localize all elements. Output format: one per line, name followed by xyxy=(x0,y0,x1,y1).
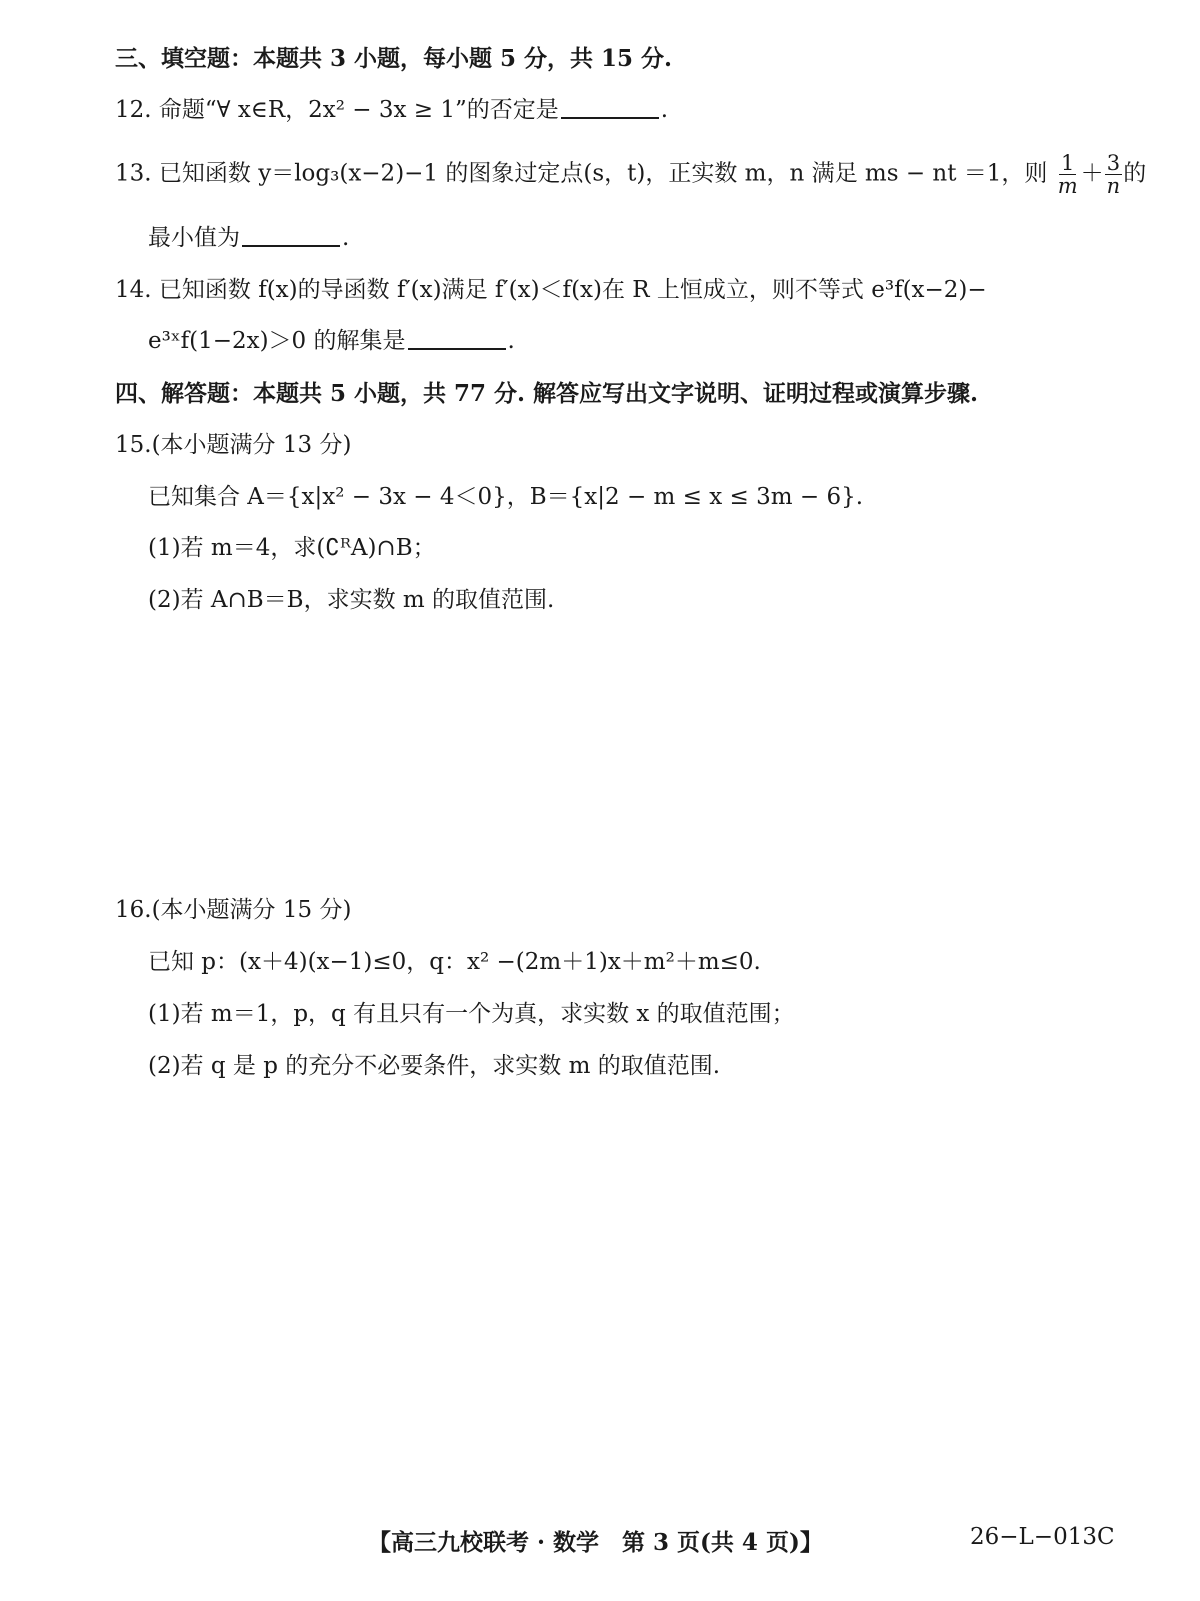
question-14-line-2 xyxy=(148,330,515,353)
question-13-line-2-text: 最小值为 xyxy=(148,225,240,251)
fraction-1-numerator: 1 xyxy=(1061,151,1075,175)
plus-sign: ＋ xyxy=(1080,160,1104,187)
question-16-part-2: (2)若 q 是 p 的充分不必要条件，求实数 m 的取值范围. xyxy=(148,1053,721,1079)
question-14-line-1: 14. 已知函数 f(x)的导函数 f′(x)满足 f′(x)＜f(x)在 R 上恒成立，则不等式 e³f(x−2)− xyxy=(115,277,987,303)
answer-blank xyxy=(561,116,659,119)
section-3-heading: 三、填空题：本题共 3 小题，每小题 5 分，共 15 分. xyxy=(115,45,673,72)
question-12-end: . xyxy=(660,97,669,123)
fraction-3-over-n xyxy=(1105,152,1123,197)
question-16-stem: 已知 p：(x＋4)(x−1)≤0，q：x² −(2m＋1)x＋m²＋m≤0. xyxy=(148,949,761,975)
fraction-1-over-m xyxy=(1056,152,1080,197)
section-4-heading: 四、解答题：本题共 5 小题，共 77 分. 解答应写出文字说明、证明过程或演算步骤. xyxy=(115,380,979,407)
question-12 xyxy=(115,99,668,122)
question-15-title: 15.(本小题满分 13 分) xyxy=(115,432,352,458)
question-13-text: 13. 已知函数 y＝log₃(x−2)−1 的图象过定点(s，t)，正实数 m，n 满足 ms − nt ＝1，则 xyxy=(115,160,1048,187)
question-16-title: 16.(本小题满分 15 分) xyxy=(115,897,352,923)
fraction-1-denominator: m xyxy=(1057,174,1078,199)
question-13 xyxy=(115,152,1146,197)
question-13-line-2 xyxy=(148,227,349,250)
question-16-part-1: (1)若 m＝1，p，q 有且只有一个为真，求实数 x 的取值范围； xyxy=(148,1001,795,1027)
fraction-2-denominator: n xyxy=(1106,174,1121,199)
question-12-text: 12. 命题“∀ x∈R，2x² − 3x ≥ 1”的否定是 xyxy=(115,97,559,123)
question-15-part-1: (1)若 m＝4，求(∁ᴿA)∩B； xyxy=(148,535,436,561)
answer-blank xyxy=(408,347,506,350)
question-13-end: . xyxy=(342,225,350,251)
fraction-2-numerator: 3 xyxy=(1106,151,1121,175)
page-footer: 【高三九校联考 · 数学 第 3 页(共 4 页)】 xyxy=(368,1529,823,1556)
question-13-tail: 的 xyxy=(1123,160,1147,187)
question-15-part-2: (2)若 A∩B＝B，求实数 m 的取值范围. xyxy=(148,587,555,613)
answer-blank xyxy=(242,244,340,247)
question-14-line-2-text: e³ˣf(1−2x)＞0 的解集是 xyxy=(148,328,406,354)
exam-code: 26−L−013C xyxy=(970,1524,1115,1550)
question-14-end: . xyxy=(507,328,515,354)
question-15-stem: 已知集合 A＝{x|x² − 3x − 4＜0}，B＝{x|2 − m ≤ x ≤ 3m − 6}. xyxy=(148,484,864,510)
